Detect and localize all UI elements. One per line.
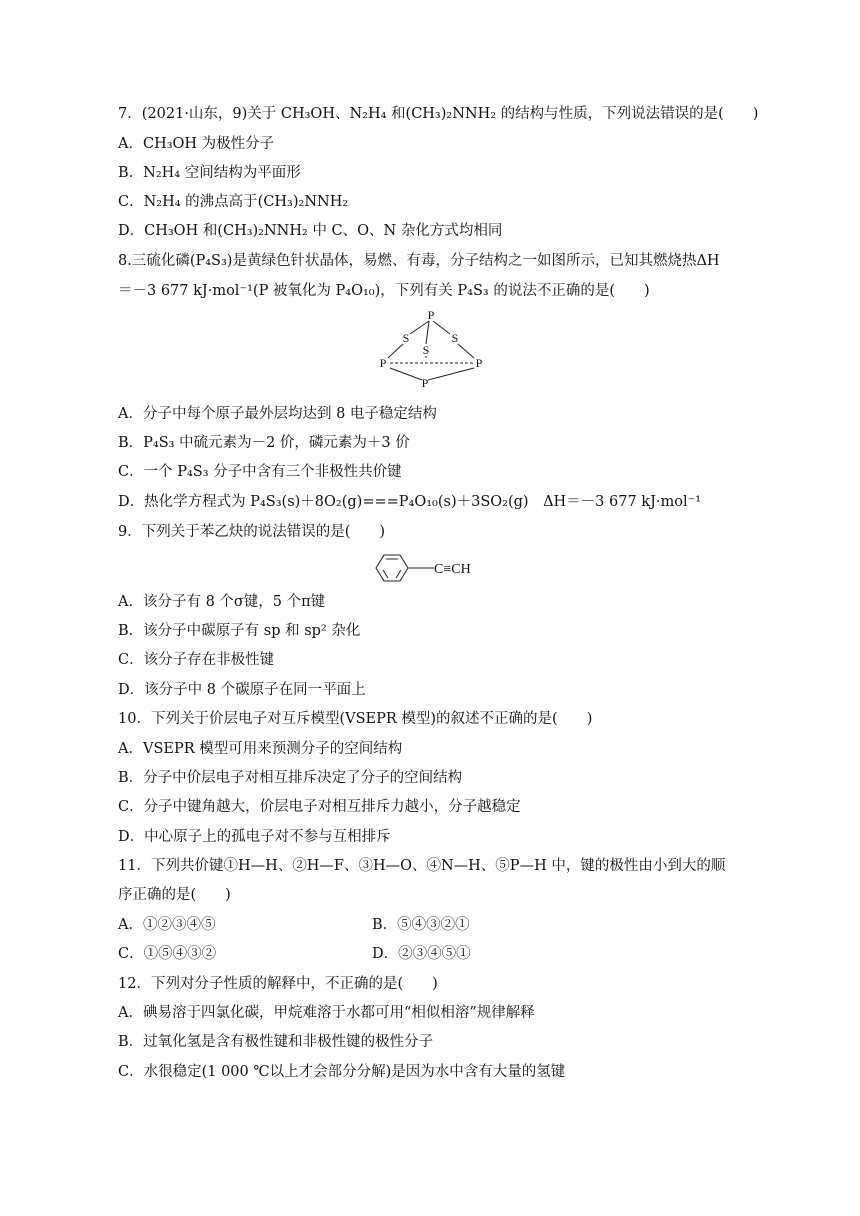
q8-stem-line2: ＝－3 677 kJ·mol⁻¹(P 被氧化为 P₄O₁₀)，下列有关 P₄S₃ 的说法不正确的是( ) (118, 283, 650, 299)
q8-option-c: C．一个 P₄S₃ 分子中含有三个非极性共价键 (118, 464, 402, 480)
atom-s-left: S (402, 331, 410, 345)
q7-option-a: A．CH₃OH 为极性分子 (118, 136, 275, 152)
q7-option-b: B．N₂H₄ 空间结构为平面形 (118, 165, 301, 181)
q10-stem: 10．下列关于价层电子对互斥模型(VSEPR 模型)的叙述不正确的是( ) (118, 711, 593, 727)
q8-option-b: B．P₄S₃ 中硫元素为－2 价，磷元素为＋3 价 (118, 435, 410, 451)
q12-option-b: B．过氧化氢是含有极性键和非极性键的极性分子 (118, 1034, 434, 1050)
atom-p-left: P (379, 356, 387, 370)
atom-s-right: S (451, 331, 459, 345)
p4s3-structure-diagram (370, 308, 496, 392)
q9-stem: 9．下列关于苯乙炔的说法错误的是( ) (118, 524, 386, 540)
q9-option-d: D．该分子中 8 个碳原子在同一平面上 (118, 682, 366, 698)
q9-option-a: A．该分子有 8 个σ键，5 个π键 (118, 594, 326, 610)
q10-option-c: C．分子中键角越大，价层电子对相互排斥力越小，分子越稳定 (118, 799, 521, 815)
q7-option-c: C．N₂H₄ 的沸点高于(CH₃)₂NNH₂ (118, 194, 349, 210)
q9-option-b: B．该分子中碳原子有 sp 和 sp² 杂化 (118, 623, 361, 639)
q11-option-c: C．①⑤④③② (118, 946, 217, 962)
atom-p-right: P (475, 356, 483, 370)
q8-stem-line1: 8.三硫化磷(P₄S₃)是黄绿色针状晶体，易燃、有毒，分子结构之一如图所示，已知其燃烧热ΔH (118, 253, 720, 269)
atom-p-top: P (427, 308, 435, 322)
q10-option-d: D．中心原子上的孤电子对不参与互相排斥 (118, 829, 391, 845)
q11-stem-line1: 11．下列共价键①H—H、②H—F、③H—O、④N—H、⑤P—H 中，键的极性由小到大的顺 (118, 858, 726, 874)
phenylacetylene-structure-diagram (374, 552, 486, 584)
atom-s-middle: S (422, 343, 430, 357)
q11-option-b: B．⑤④③②① (372, 917, 470, 933)
atom-p-bottom: P (421, 376, 429, 390)
q8-option-a: A．分子中每个原子最外层均达到 8 电子稳定结构 (118, 406, 437, 422)
q11-option-d: D．②③④⑤① (372, 946, 471, 962)
q12-stem: 12．下列对分子性质的解释中，不正确的是( ) (118, 976, 438, 992)
q12-option-c: C．水很稳定(1 000 ℃以上才会部分分解)是因为水中含有大量的氢键 (118, 1064, 566, 1080)
q7-option-d: D．CH₃OH 和(CH₃)₂NNH₂ 中 C、O、N 杂化方式均相同 (118, 223, 503, 239)
q9-option-c: C．该分子存在非极性键 (118, 652, 275, 668)
q10-option-a: A．VSEPR 模型可用来预测分子的空间结构 (118, 741, 403, 757)
q7-stem: 7．(2021·山东，9)关于 CH₃OH、N₂H₄ 和(CH₃)₂NNH₂ 的结构与性质，下列说法错误的是( ) (118, 106, 759, 122)
q10-option-b: B．分子中价层电子对相互排斥决定了分子的空间结构 (118, 770, 463, 786)
ethynyl-label: C≡CH (434, 562, 471, 577)
q8-option-d: D．热化学方程式为 P₄S₃(s)＋8O₂(g)===P₄O₁₀(s)＋3SO₂(g) ΔH＝－3 677 kJ·mol⁻¹ (118, 494, 702, 510)
q12-option-a: A．碘易溶于四氯化碳，甲烷难溶于水都可用“相似相溶”规律解释 (118, 1005, 535, 1021)
q11-stem-line2: 序正确的是( ) (118, 887, 231, 903)
q11-option-a: A．①②③④⑤ (118, 917, 216, 933)
